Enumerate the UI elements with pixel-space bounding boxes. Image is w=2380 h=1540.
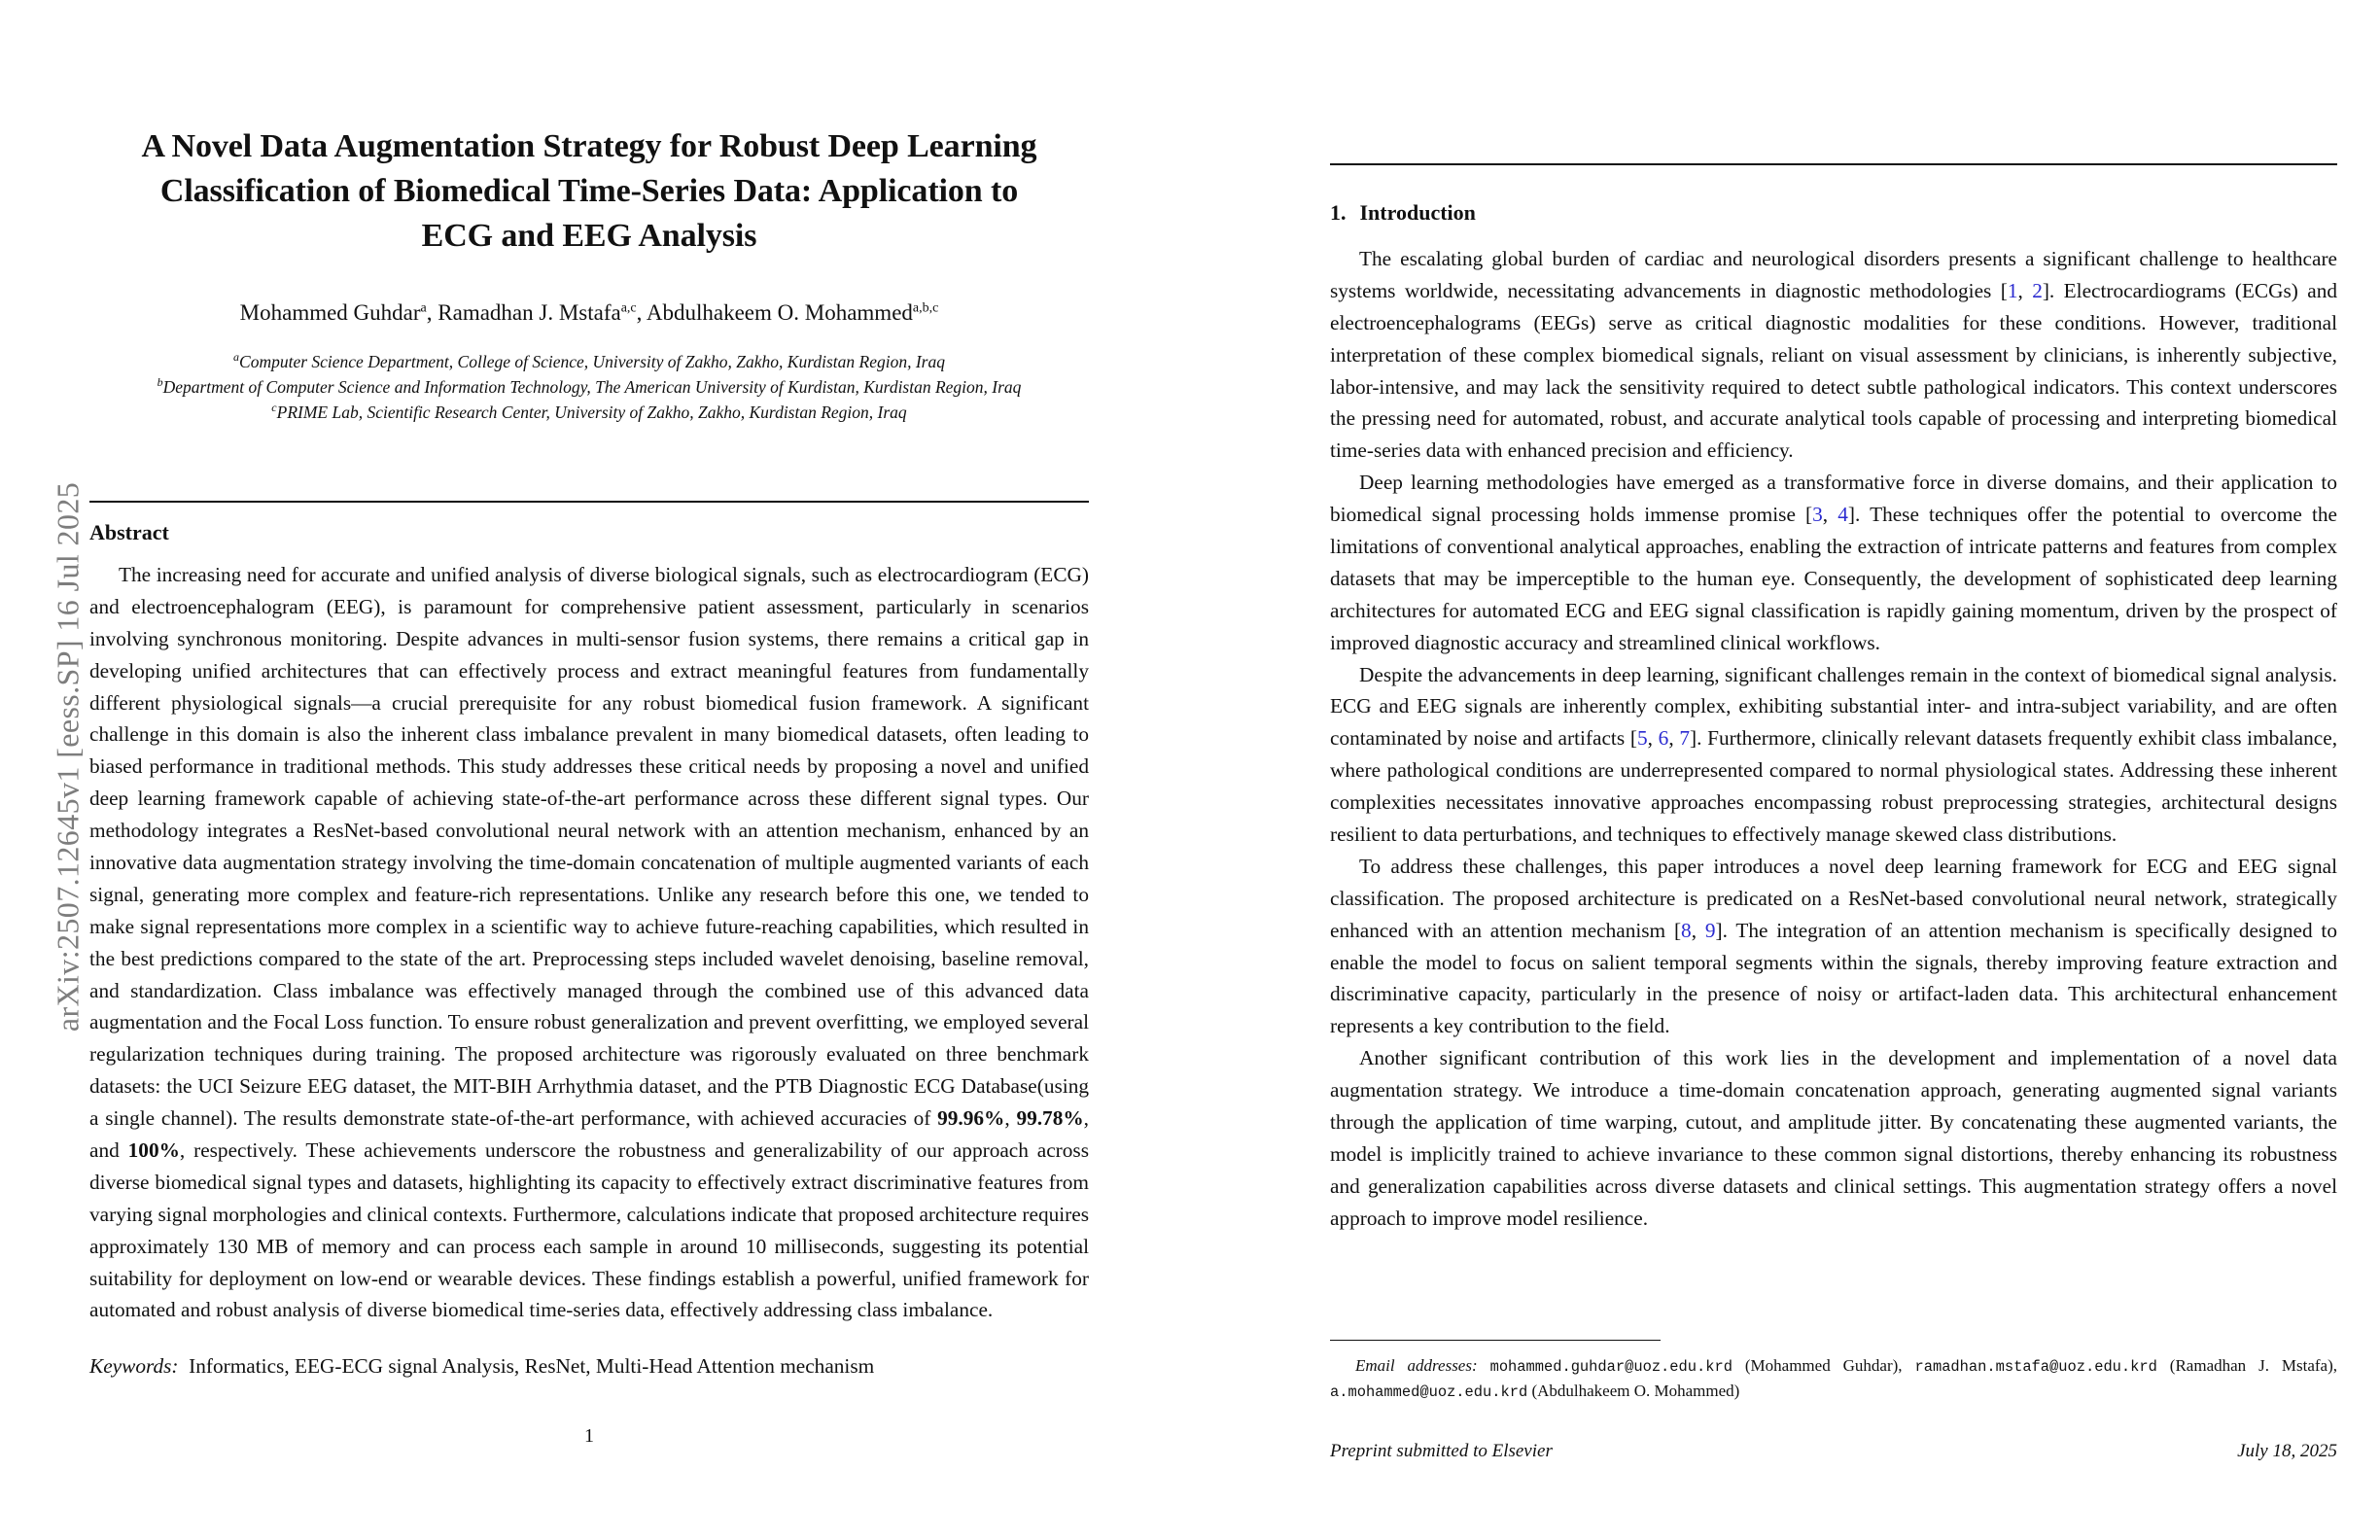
email-owner-3: (Abdulhakeem O. Mohammed) — [1531, 1381, 1740, 1400]
paragraph-text: , — [2017, 278, 2033, 302]
footnote-email-addresses — [1330, 1353, 2337, 1404]
abstract-text-part1: The increasing need for accurate and unified analysis of diverse biological signals, such as electrocardiogram (ECG) and electroencephalogram (EEG), is paramount for comprehensive patient assessment, particularly in scenarios involving synchronous monitoring. Despite advances in multi-sensor fusion systems, there remains a critical gap in developing unified architectures that can effectively process and extract meaningful features from fundamentally different physiological signals—a crucial prerequisite for any robust biomedical fusion framework. A significant challenge in this domain is also the inherent class imbalance prevalent in many biomedical datasets, often leading to biased performance in traditional methods. This study addresses these critical needs by proposing a novel and unified deep learning framework capable of achieving state-of-the-art performance across these different signal types. Our methodology integrates a ResNet-based convolutional neural network with an attention mechanism, enhanced by an innovative data augmentation strategy involving the time-domain concatenation of multiple augmented variants of each signal, generating more complex and feature-rich representations. Unlike any research before this one, we tended to make signal representations more complex in a scientific way to achieve future-reaching capabilities, which resulted in the best predictions compared to the state of the art. Preprocessing steps included wavelet denoising, baseline removal, and standardization. Class imbalance was effectively managed through the combined use of this advanced data augmentation and the Focal Loss function. To ensure robust generalization and prevent overfitting, we employed several regularization techniques during training. The proposed architecture was rigorously evaluated on three benchmark datasets: the UCI Seizure EEG dataset, the MIT-BIH Arrhythmia dataset, and the PTB Diagnostic ECG Database(using a single channel). The results demonstrate state-of-the-art performance, with achieved accuracies of — [89, 563, 1089, 1131]
affiliation-item — [113, 374, 1066, 400]
author-separator: , — [426, 299, 438, 325]
paragraph-text: ]. Furthermore, clinically relevant datasets frequently exhibit class imbalance, where pathological conditions are underrepresented compared to normal physiological states. Addressing these inherent complexities necessitates innovative approaches encompassing robust preprocessing strategies, architectural designs resilient to data perturbations, and techniques to effectively manage skewed class distributions. — [1330, 726, 2338, 847]
paragraph-text: , — [1668, 726, 1680, 751]
author-affiliation-marker: a — [420, 300, 427, 316]
email-address-2[interactable]: ramadhan.mstafa@uoz.edu.krd — [1914, 1358, 2157, 1376]
citation-link[interactable]: 2 — [2032, 278, 2043, 302]
footnote-divider — [1330, 1340, 1661, 1341]
author-affiliation-marker: a,c — [620, 300, 637, 316]
affiliation-text: Department of Computer Science and Information Technology, The American University of Kurdistan, Kurdistan Region, Iraq — [162, 376, 1022, 397]
keywords-value: Informatics, EEG-ECG signal Analysis, ResNet, Multi-Head Attention mechanism — [189, 1354, 875, 1379]
affiliation-text: Computer Science Department, College of Science, University of Zakho, Zakho, Kurdistan Region, Iraq — [239, 351, 945, 371]
paragraph-text: ]. Electrocardiograms (ECGs) and electroencephalograms (EEGs) serve as critical diagnostic modalities for these conditions. However, traditional interpretation of these complex biomedical signals, reliant on visual assessment by clinicians, is inherently subjective, labor-intensive, and may lack the sensitivity required to detect subtle pathological indicators. This context underscores the pressing need for automated, robust, and accurate analytical tools capable of processing and interpreting biomedical time-series data with enhanced precision and efficiency. — [1330, 278, 2337, 463]
paragraph-text: , — [1647, 726, 1659, 751]
introduction-section — [1330, 200, 2337, 1235]
citation-link[interactable]: 3 — [1812, 503, 1823, 527]
paragraph-text: ]. These techniques offer the potential to overcome the limitations of conventional analytical approaches, enabling the extraction of intricate patterns and features from complex datasets that may be imperceptible to the human eye. Consequently, the development of sophisticated deep learning architectures for automated ECG and EEG signal classification is rapidly gaining momentum, driven by the prospect of improved diagnostic accuracy and streamlined clinical workflows. — [1330, 503, 2338, 654]
paragraph-text: Deep learning methodologies have emerged as a transformative force in diverse domains, and their application to biomedical signal processing holds immense promise [ — [1330, 471, 2337, 527]
paragraph-text: , — [1691, 918, 1705, 942]
author-separator: , — [636, 299, 647, 325]
abstract-divider — [89, 501, 1089, 503]
section-title: Introduction — [1359, 200, 1476, 225]
arxiv-stamp-text: arXiv:2507.12645v1 [eess.SP] 16 Jul 2025 — [50, 481, 86, 1032]
citation-link[interactable]: 6 — [1658, 726, 1669, 751]
introduction-paragraphs — [1330, 243, 2337, 1235]
citation-link[interactable]: 9 — [1704, 918, 1716, 942]
author-name: Ramadhan J. Mstafa — [438, 299, 621, 325]
introduction-paragraph — [1330, 467, 2337, 658]
abstract-section — [89, 520, 1089, 1382]
author-name: Mohammed Guhdar — [239, 299, 421, 325]
email-address-1[interactable]: mohammed.guhdar@uoz.edu.krd — [1489, 1358, 1732, 1376]
page-title: A Novel Data Augmentation Strategy for Robust Deep Learning Classification of Biomedical Time-Series Data: Application to ECG and EEG Analysis — [141, 128, 1037, 255]
paragraph-text: , — [1822, 503, 1838, 527]
header-divider — [1330, 163, 2337, 165]
citation-link[interactable]: 8 — [1681, 918, 1692, 942]
introduction-paragraph — [1330, 1042, 2337, 1234]
citation-link[interactable]: 1 — [2007, 278, 2018, 302]
affiliation-marker: c — [271, 401, 277, 415]
section-number: 1. — [1330, 200, 1347, 225]
submission-date: July 18, 2025 — [2237, 1441, 2337, 1461]
left-column — [86, 0, 1093, 1540]
paragraph-text: ]. The integration of an attention mechanism is specifically designed to enable the model to focus on salient temporal segments within the signals, thereby improving feature extraction and discriminative capacity, particularly in the presence of noisy or artifact-laden data. This architectural enhancement represents a key contribution to the field. — [1330, 918, 2337, 1038]
abstract-text — [89, 559, 1089, 1326]
author-affiliation-marker: a,b,c — [912, 300, 939, 316]
right-column — [1330, 0, 2337, 1540]
author-name: Abdulhakeem O. Mohammed — [646, 299, 913, 325]
page-footer — [1330, 1441, 2337, 1462]
affiliation-marker: b — [157, 374, 163, 389]
abstract-text-mid2: , and — [89, 1106, 1089, 1163]
keywords-line — [89, 1351, 1089, 1382]
introduction-paragraph — [1330, 243, 2337, 467]
email-address-3[interactable]: a.mohammed@uoz.edu.krd — [1330, 1382, 1528, 1401]
paragraph-text: Despite the advancements in deep learning, significant challenges remain in the context of biomedical signal analysis. ECG and EEG signals are inherently complex, exhibiting substantial inter- and intra-subject variability, and are often contaminated by noise and artifacts [ — [1330, 662, 2337, 751]
citation-link[interactable]: 7 — [1679, 726, 1691, 751]
footnote-label: Email addresses: — [1355, 1356, 1478, 1375]
citation-link[interactable]: 5 — [1636, 726, 1648, 751]
email-owner-1: (Mohammed Guhdar), — [1744, 1356, 1903, 1375]
page-number: 1 — [584, 1425, 594, 1447]
accuracy-value-2: 99.78% — [1016, 1106, 1084, 1131]
keywords-label: Keywords: — [89, 1354, 179, 1379]
affiliation-marker: a — [233, 349, 240, 364]
affiliation-item — [113, 349, 1066, 374]
accuracy-value-3: 100% — [127, 1138, 180, 1163]
paragraph-text: To address these challenges, this paper introduces a novel deep learning framework for ECG and EEG signal classification. The proposed architecture is predicated on a ResNet-based convolutional neural network, strategically enhanced with an attention mechanism [ — [1330, 854, 2337, 942]
abstract-text-part2: , respectively. These achievements underscore the robustness and generalizability of our approach across diverse biomedical signal types and datasets, highlighting its capacity to effectively extract discriminative features from varying signal morphologies and clinical contexts. Furthermore, calculations indicate that proposed architecture requires approximately 130 MB of memory and can process each sample in around 10 milliseconds, suggesting its potential suitability for deployment on low-end or wearable devices. These findings establish a powerful, unified framework for automated and robust analysis of diverse biomedical time-series data, effectively addressing class imbalance. — [89, 1138, 1089, 1322]
affiliation-list — [113, 349, 1066, 426]
introduction-heading — [1330, 200, 2337, 226]
title-block — [86, 124, 1093, 426]
affiliation-item — [113, 400, 1066, 425]
preprint-note: Preprint submitted to Elsevier — [1330, 1441, 1553, 1461]
abstract-text-mid1: , — [1004, 1106, 1017, 1131]
paragraph-text: The escalating global burden of cardiac and neurological disorders presents a significant challenge to healthcare systems worldwide, necessitating advancements in diagnostic methodologies [ — [1330, 247, 2337, 302]
abstract-heading: Abstract — [89, 520, 169, 544]
email-owner-2: (Ramadhan J. Mstafa), — [2169, 1356, 2338, 1375]
introduction-paragraph — [1330, 851, 2337, 1042]
citation-link[interactable]: 4 — [1838, 503, 1848, 527]
accuracy-value-1: 99.96% — [937, 1106, 1005, 1131]
affiliation-text: PRIME Lab, Scientific Research Center, University of Zakho, Zakho, Kurdistan Region, Iraq — [276, 402, 907, 423]
paragraph-text: Another significant contribution of this work lies in the development and implementation of a novel data augmentation strategy. We introduce a time-domain concatenation approach, generating augmented signal variants through the application of time warping, cutout, and amplitude jitter. By concatenating these augmented variants, the model is implicitly trained to achieve invariance to these common signal distortions, thereby enhancing its robustness and generalization capabilities across diverse datasets and clinical settings. This augmentation strategy offers a novel approach to improve model resilience. — [1330, 1046, 2337, 1230]
author-list — [86, 298, 1093, 328]
introduction-paragraph — [1330, 659, 2337, 851]
